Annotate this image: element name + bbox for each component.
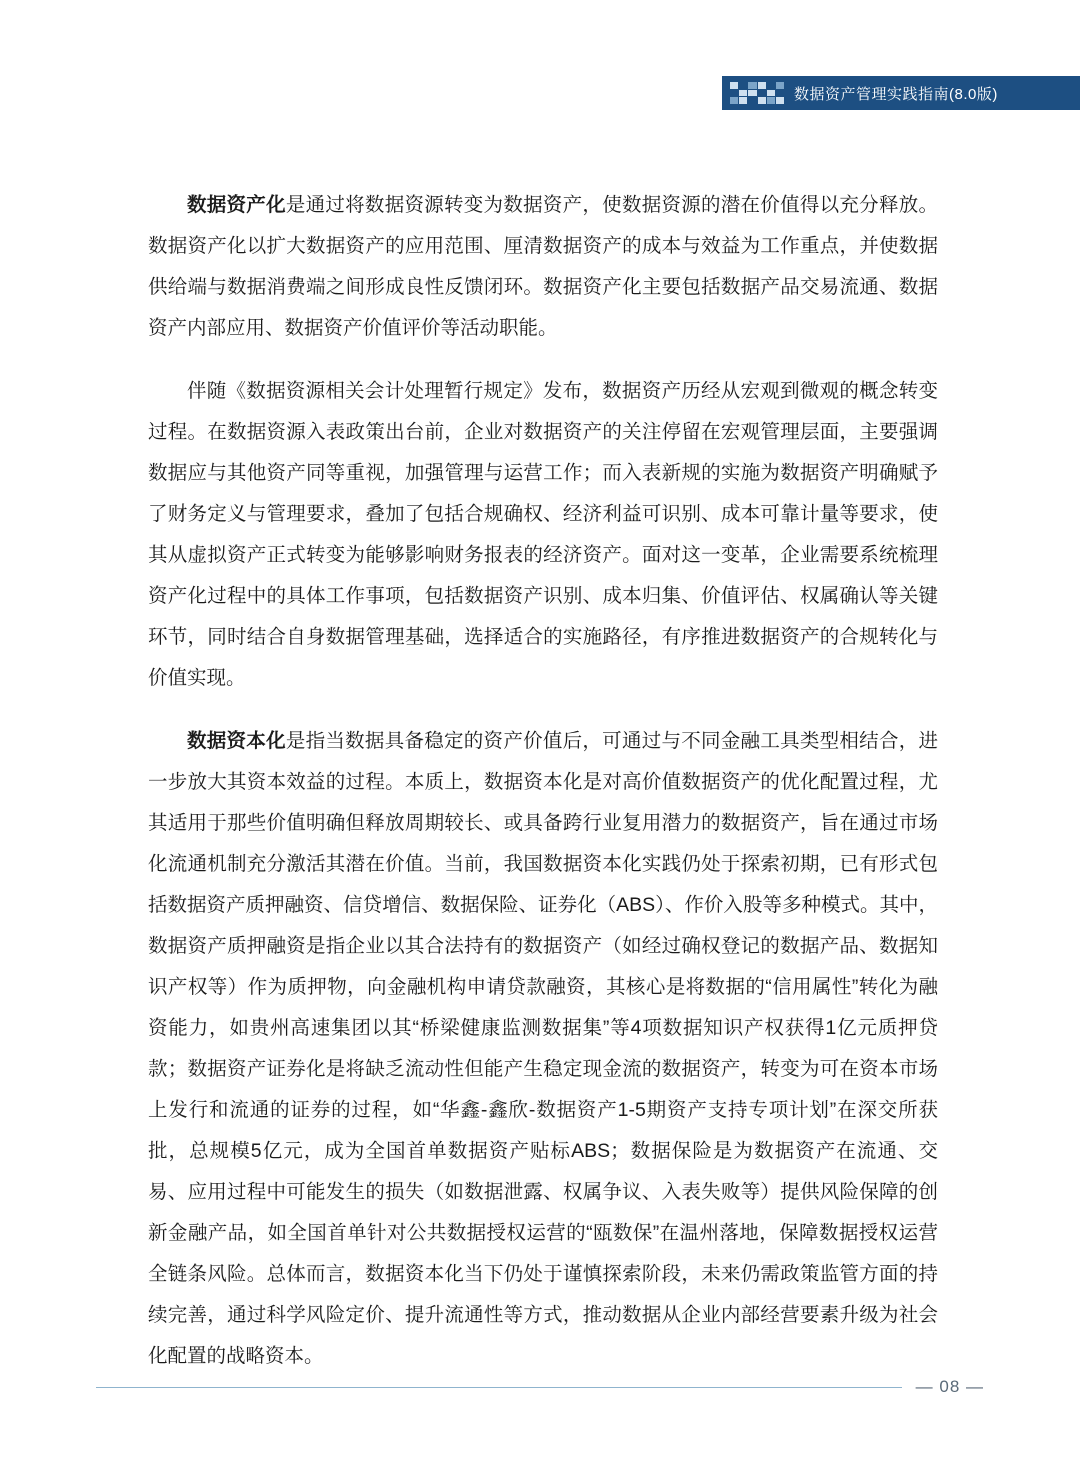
paragraph-3 [148, 721, 938, 1377]
page-header-band [722, 76, 1080, 110]
page-footer [96, 1377, 984, 1397]
paragraph-1-term: 数据资产化 [187, 194, 286, 216]
header-title: 数据资产管理实践指南(8.0版) [794, 85, 998, 103]
page-number: — 08 — [915, 1377, 984, 1396]
paragraph-3-text: 是指当数据具备稳定的资产价值后，可通过与不同金融工具类型相结合，进一步放大其资本效益的过程。本质上，数据资本化是对高价值数据资产的优化配置过程，尤其适用于那些价值明确但释放周期较长、或具备跨行业复用潜力的数据资产，旨在通过市场化流通机制充分激活其潜在价值。当前，我国数据资本化实践仍处于探索初期，已有形式包括数据资产质押融资、信贷增信、数据保险、证券化（ABS）、作价入股等多种模式。其中，数据资产质押融资是指企业以其合法持有的数据资产（如经过确权登记的数据产品、数据知识产权等）作为质押物，向金融机构申请贷款融资，其核心是将数据的“信用属性”转化为融资能力，如贵州高速集团以其“桥梁健康监测数据集”等4项数据知识产权获得1亿元质押贷款；数据资产证券化是将缺乏流动性但能产生稳定现金流的数据资产，转变为可在资本市场上发行和流通的证券的过程，如“华鑫-鑫欣-数据资产1-5期资产支持专项计划”在深交所获批，总规模5亿元，成为全国首单数据资产贴标ABS；数据保险是为数据资产在流通、交易、应用过程中可能发生的损失（如数据泄露、权属争议、入表失败等）提供风险保障的创新金融产品，如全国首单针对公共数据授权运营的“瓯数保”在温州落地，保障数据授权运营全链条风险。总体而言，数据资本化当下仍处于谨慎探索阶段，未来仍需政策监管方面的持续完善，通过科学风险定价、提升流通性等方式，推动数据从企业内部经营要素升级为社会化配置的战略资本。 [148, 730, 938, 1367]
paragraph-1-text: 是通过将数据资源转变为数据资产，使数据资源的潜在价值得以充分释放。数据资产化以扩大数据资产的应用范围、厘清数据资产的成本与效益为工作重点，并使数据供给端与数据消费端之间形成良性反馈闭环。数据资产化主要包括数据产品交易流通、数据资产内部应用、数据资产价值评价等活动职能。 [148, 194, 938, 339]
paragraph-2-text: 伴随《数据资源相关会计处理暂行规定》发布，数据资产历经从宏观到微观的概念转变过程。在数据资源入表政策出台前，企业对数据资产的关注停留在宏观管理层面，主要强调数据应与其他资产同等重视，加强管理与运营工作；而入表新规的实施为数据资产明确赋予了财务定义与管理要求，叠加了包括合规确权、经济利益可识别、成本可靠计量等要求，使其从虚拟资产正式转变为能够影响财务报表的经济资产。面对这一变革，企业需要系统梳理资产化过程中的具体工作事项，包括数据资产识别、成本归集、价值评估、权属确认等关键环节，同时结合自身数据管理基础，选择适合的实施路径，有序推进数据资产的合规转化与价值实现。 [148, 380, 938, 689]
page-content [148, 185, 938, 1377]
paragraph-3-term: 数据资本化 [187, 730, 286, 752]
footer-rule [96, 1387, 902, 1388]
paragraph-1 [148, 185, 938, 349]
pixel-dots-icon [730, 82, 784, 104]
paragraph-2 [148, 371, 938, 699]
